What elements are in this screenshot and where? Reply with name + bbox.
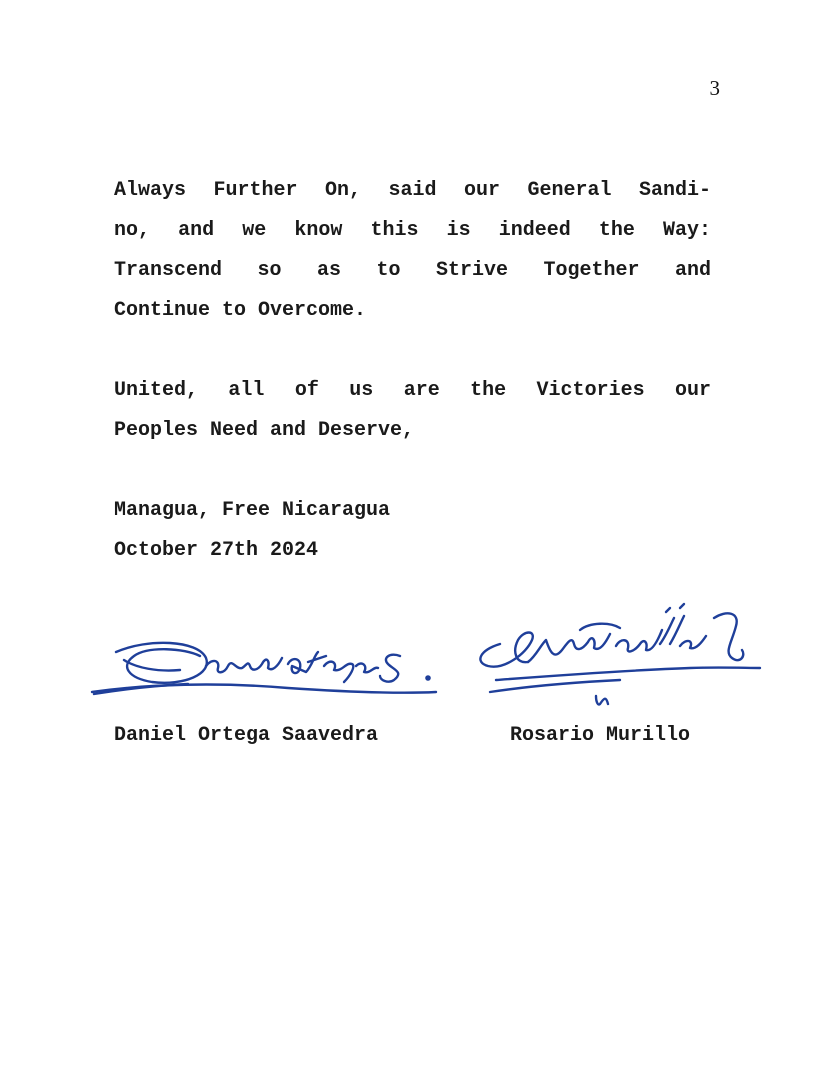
paragraph-line: no, and we know this is indeed the Way:: [114, 219, 711, 242]
page-number: 3: [709, 76, 720, 100]
paragraph-united: [114, 371, 711, 451]
place-and-date: [114, 491, 711, 571]
signer-name-murillo: Rosario Murillo: [510, 724, 691, 747]
date-line: October 27th 2024: [114, 539, 319, 562]
signer-name-ortega: Daniel Ortega Saavedra: [114, 724, 379, 747]
place-line: Managua, Free Nicaragua: [114, 499, 391, 522]
signature-murillo: [470, 600, 765, 712]
paragraph-sandino-quote: [114, 171, 711, 331]
paragraph-line: Transcend so as to Strive Together and: [114, 259, 711, 282]
paragraph-line: Peoples Need and Deserve,: [114, 419, 415, 442]
paragraph-line: Continue to Overcome.: [114, 299, 367, 322]
paragraph-line: Always Further On, said our General Sandi-: [114, 179, 711, 202]
paragraph-line: United, all of us are the Victories our: [114, 379, 711, 402]
signature-ortega: [88, 626, 440, 702]
